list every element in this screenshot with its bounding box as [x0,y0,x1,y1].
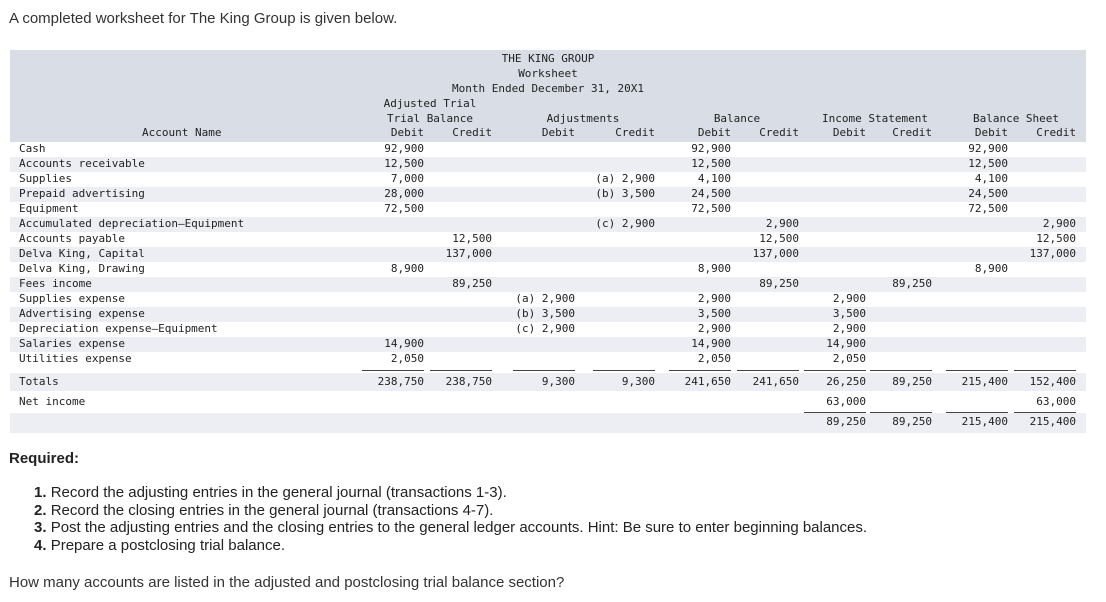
cell-value: 4,100 [697,172,731,185]
table-row [10,232,1086,247]
cell-value: 2,900 [832,322,866,335]
cell-value: 7,000 [390,172,424,185]
table-row [10,187,1086,202]
cell-value: 14,900 [826,337,866,350]
worksheet-period: Month Ended December 31, 20X1 [451,82,645,95]
worksheet-title: Worksheet [518,67,578,80]
cell-value: 8,900 [974,262,1008,275]
final-total-value: 89,250 [892,415,932,428]
account-name: Delva King, Capital [19,247,145,260]
total-rule [870,370,932,371]
account-name: Prepaid advertising [19,187,145,200]
cell-value: 24,500 [968,187,1008,200]
cell-value: 92,900 [384,142,424,155]
net-income-is-debit: 63,000 [826,395,866,408]
total-rule [513,370,575,371]
cell-value: 89,250 [759,277,799,290]
worksheet-company: THE KING GROUP [501,52,595,65]
cell-value: 12,500 [759,232,799,245]
account-name: Supplies expense [19,292,125,305]
cell-value: 14,900 [384,337,424,350]
required-item: 2. Record the closing entries in the general journal (transactions 4-7). [34,501,494,519]
cell-value: 72,500 [384,202,424,215]
total-rule [804,370,866,371]
account-name: Accumulated depreciation—Equipment [19,217,245,230]
final-total-value: 89,250 [826,415,866,428]
credit-header: Credit [892,126,932,139]
total-value: 26,250 [826,375,866,388]
group-balance-sheet: Balance Sheet [972,112,1060,125]
credit-header: Credit [1036,126,1076,139]
cell-value: 2,900 [697,292,731,305]
account-name: Salaries expense [19,337,125,350]
table-row [10,352,1086,367]
cell-value: 137,000 [752,247,799,260]
cell-value: 12,500 [968,157,1008,170]
group-adjustments: Adjustments [546,112,620,125]
cell-value: 2,900 [697,322,731,335]
group-adjusted-trial-2: Balance [713,112,761,125]
question-text: How many accounts are listed in the adjusted and postclosing trial balance section? [9,574,565,591]
total-value: 152,400 [1029,375,1076,388]
cell-value: 72,500 [968,202,1008,215]
account-name: Utilities expense [19,352,132,365]
debit-header: Debit [832,126,866,139]
cell-value: (b) 3,500 [595,187,655,200]
table-row [10,202,1086,217]
account-name: Equipment [19,202,79,215]
account-name: Accounts payable [19,232,125,245]
account-name-header: Account Name [142,126,222,139]
cell-value: (b) 3,500 [515,307,575,320]
account-name: Fees income [19,277,92,290]
debit-header: Debit [974,126,1008,139]
account-name: Delva King, Drawing [19,262,145,275]
cell-value: 2,050 [832,352,866,365]
account-name: Supplies [19,172,72,185]
account-name: Depreciation expense—Equipment [19,322,218,335]
intro-text: A completed worksheet for The King Group is given below. [9,10,398,27]
cell-value: (a) 2,900 [595,172,655,185]
table-row [10,142,1086,157]
cell-value: 28,000 [384,187,424,200]
group-income-statement: Income Statement [822,112,928,125]
table-row [10,262,1086,277]
table-row [10,157,1086,172]
account-name: Advertising expense [19,307,145,320]
table-row [10,337,1086,352]
cell-value: 2,900 [1042,217,1076,230]
cell-value: 3,500 [832,307,866,320]
cell-value: 12,500 [452,232,492,245]
total-value: 238,750 [377,375,424,388]
net-income-label: Net income [19,395,86,408]
total-value: 241,650 [752,375,799,388]
total-rule [593,370,655,371]
total-rule [946,370,1008,371]
total-rule [1014,370,1076,371]
cell-value: 14,900 [691,337,731,350]
cell-value: (a) 2,900 [515,292,575,305]
required-list [34,484,867,554]
net-income-bs-credit: 63,000 [1036,395,1076,408]
total-value: 9,300 [621,375,655,388]
group-trial-balance: Trial Balance [386,112,474,125]
cell-value: 12,500 [691,157,731,170]
total-value: 241,650 [684,375,731,388]
cell-value: (c) 2,900 [515,322,575,335]
cell-value: 92,900 [968,142,1008,155]
cell-value: 8,900 [390,262,424,275]
credit-header: Credit [452,126,492,139]
total-rule [737,370,799,371]
total-rule [362,370,424,371]
table-row [10,172,1086,187]
cell-value: 137,000 [445,247,492,260]
credit-header: Credit [615,126,655,139]
cell-value: 137,000 [1029,247,1076,260]
final-total-value: 215,400 [1029,415,1076,428]
cell-value: 4,100 [974,172,1008,185]
worksheet-table [10,50,1086,430]
required-item: 3. Post the adjusting entries and the closing entries to the general ledger accounts. Hint: Be sure to enter beginning balances. [34,519,868,536]
total-value: 9,300 [541,375,575,388]
totals-label: Totals [19,375,59,388]
cell-value: (c) 2,900 [595,217,655,230]
group-adjusted-trial-1: Adjusted Trial [383,97,477,110]
cell-value: 24,500 [691,187,731,200]
required-item: 4. Prepare a postclosing trial balance. [34,536,285,554]
cell-value: 12,500 [384,157,424,170]
cell-value: 2,050 [390,352,424,365]
cell-value: 12,500 [1036,232,1076,245]
cell-value: 92,900 [691,142,731,155]
account-name: Accounts receivable [19,157,145,170]
total-rule [430,370,492,371]
credit-header: Credit [759,126,799,139]
cell-value: 2,900 [765,217,799,230]
final-total-value: 215,400 [961,415,1008,428]
debit-header: Debit [541,126,575,139]
total-value: 89,250 [892,375,932,388]
account-name: Cash [19,142,46,155]
cell-value: 72,500 [691,202,731,215]
required-title: Required: [9,450,80,467]
cell-value: 2,900 [832,292,866,305]
cell-value: 2,050 [697,352,731,365]
cell-value: 8,900 [697,262,731,275]
total-rule [669,370,731,371]
cell-value: 89,250 [452,277,492,290]
cell-value: 3,500 [697,307,731,320]
debit-header: Debit [697,126,731,139]
cell-value: 89,250 [892,277,932,290]
debit-header: Debit [390,126,424,139]
table-row [10,247,1086,262]
total-value: 215,400 [961,375,1008,388]
total-value: 238,750 [445,375,492,388]
required-item: 1. Record the adjusting entries in the general journal (transactions 1-3). [34,484,507,501]
net-income-row [10,393,1086,411]
